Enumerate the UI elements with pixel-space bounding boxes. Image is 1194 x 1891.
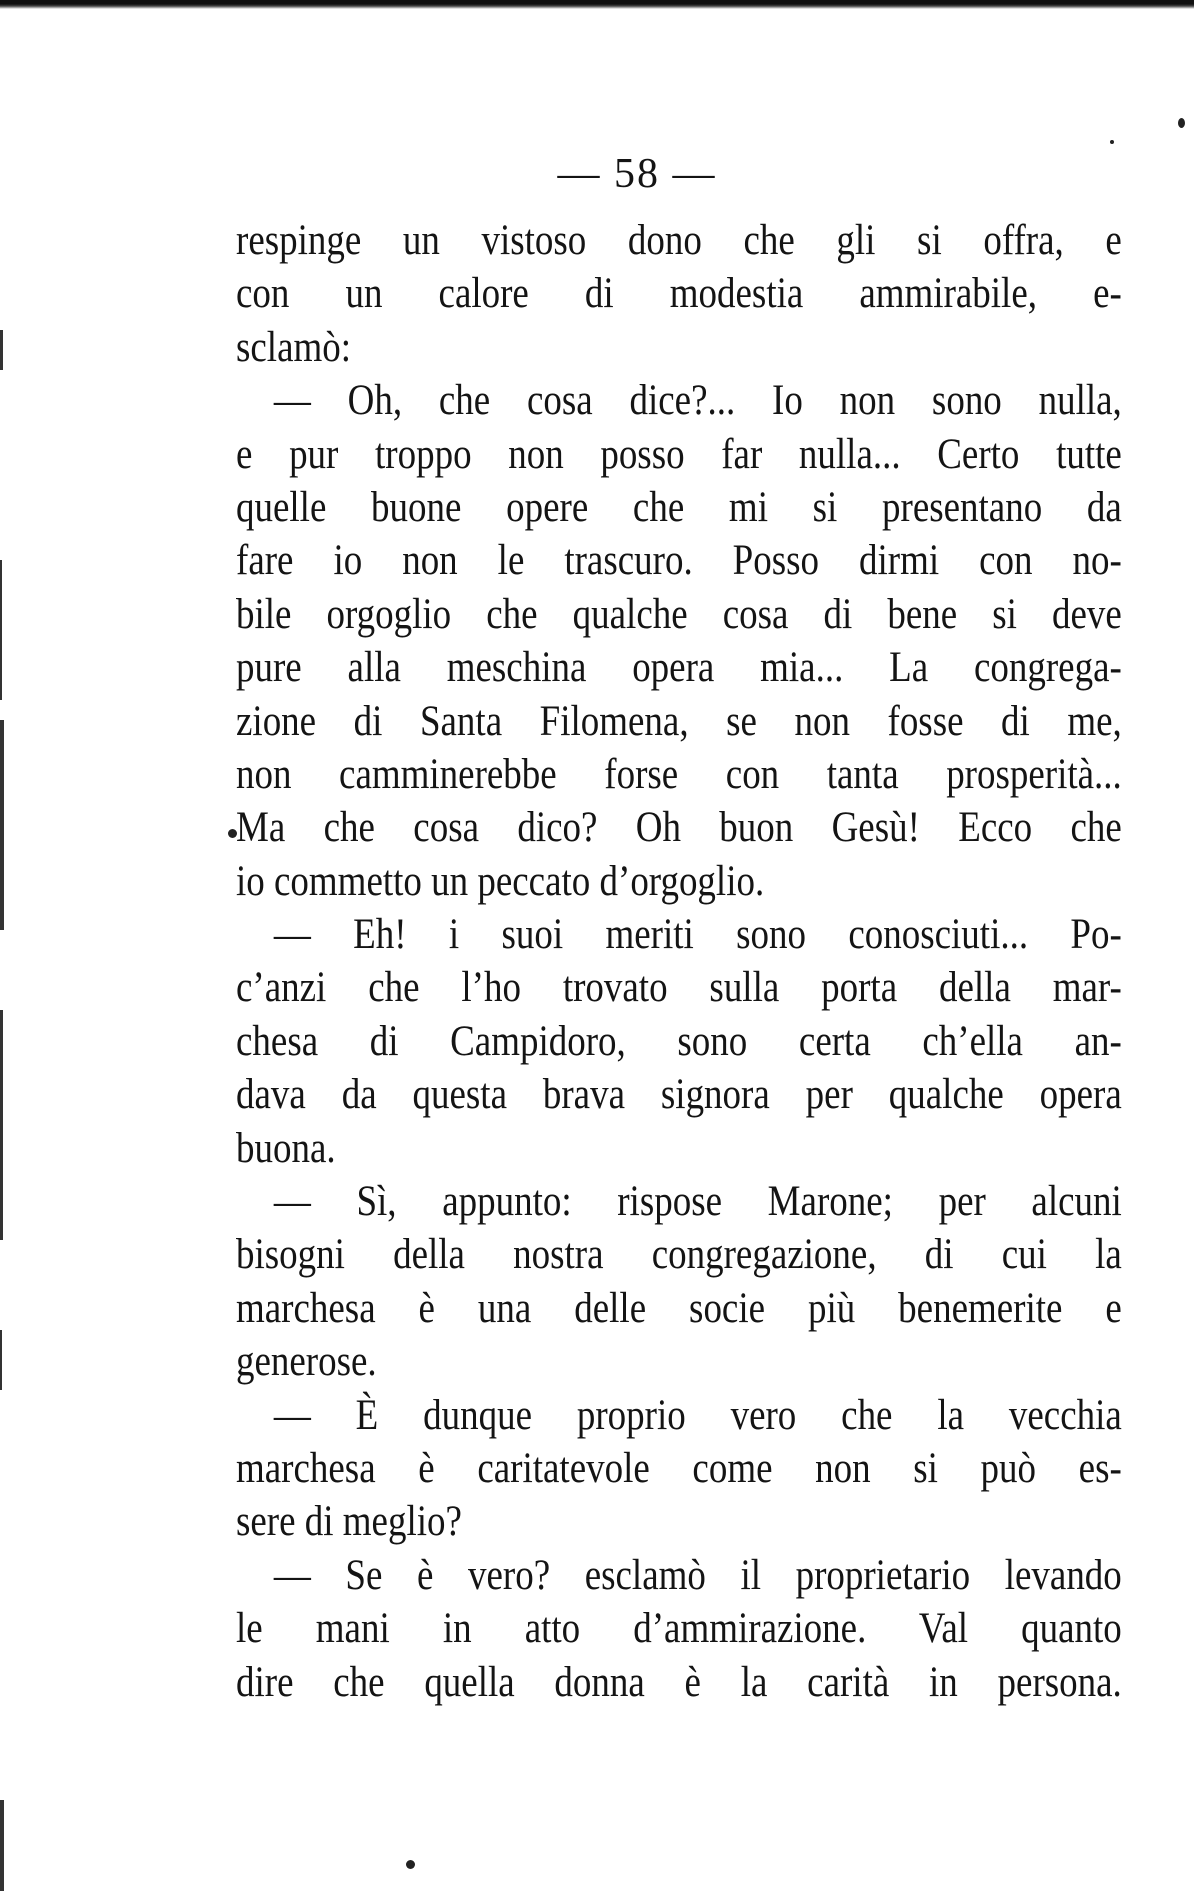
text-line: pure alla meschina opera mia... La congrega- bbox=[236, 644, 1122, 692]
text-line: marchesa è caritatevole come non si può es- bbox=[236, 1444, 1122, 1492]
text-line: quelle buone opere che mi si presentano da bbox=[236, 483, 1122, 531]
left-edge-speck bbox=[0, 330, 3, 370]
text-line: dire che quella donna è la carità in persona. bbox=[236, 1658, 1122, 1706]
text-line: io commetto un peccato d’orgoglio. bbox=[236, 857, 765, 905]
text-line: — Eh! i suoi meriti sono conosciuti... Po- bbox=[273, 911, 1122, 959]
text-lines bbox=[236, 214, 1122, 1709]
text-line: marchesa è una delle socie più benemerite e bbox=[236, 1284, 1122, 1332]
left-edge-speck bbox=[0, 1010, 3, 1240]
text-line: le mani in atto d’ammirazione. Val quanto bbox=[236, 1605, 1122, 1653]
text-line: sere di meglio? bbox=[236, 1498, 462, 1546]
print-speck bbox=[1110, 140, 1114, 144]
text-line: dava da questa brava signora per qualche opera bbox=[236, 1071, 1122, 1119]
text-line: bile orgoglio che qualche cosa di bene si deve bbox=[236, 590, 1122, 638]
text-line: non camminerebbe forse con tanta prosperità... bbox=[236, 750, 1122, 798]
text-line: — Oh, che cosa dice?... Io non sono nulla, bbox=[273, 377, 1122, 425]
top-edge-rule bbox=[0, 0, 1194, 9]
left-edge-speck bbox=[0, 720, 4, 930]
text-line: fare io non le trascuro. Posso dirmi con no- bbox=[236, 537, 1122, 585]
print-speck bbox=[1178, 118, 1185, 128]
body-text bbox=[236, 214, 1122, 1709]
text-line: Ma che cosa dico? Oh buon Gesù! Ecco che bbox=[236, 804, 1122, 852]
text-line: e pur troppo non posso far nulla... Certo tutte bbox=[236, 430, 1122, 478]
left-edge-speck bbox=[0, 1330, 2, 1390]
text-line: sclamò: bbox=[236, 323, 352, 371]
text-line: generose. bbox=[236, 1338, 377, 1386]
text-line: bisogni della nostra congregazione, di cui la bbox=[236, 1231, 1122, 1279]
text-line: — Se è vero? esclamò il proprietario levando bbox=[273, 1551, 1122, 1599]
text-line: chesa di Campidoro, sono certa ch’ella an- bbox=[236, 1017, 1122, 1065]
page-number: — 58 — bbox=[557, 151, 717, 197]
left-edge-speck bbox=[0, 1800, 4, 1891]
text-line: buona. bbox=[236, 1124, 336, 1172]
text-line: c’anzi che l’ho trovato sulla porta della mar- bbox=[236, 964, 1122, 1012]
left-edge-speck bbox=[0, 560, 2, 700]
text-line: con un calore di modestia ammirabile, e- bbox=[236, 270, 1122, 318]
print-speck bbox=[406, 1860, 415, 1869]
text-line: respinge un vistoso dono che gli si offra, e bbox=[236, 217, 1122, 264]
text-line: zione di Santa Filomena, se non fosse di me, bbox=[236, 697, 1122, 745]
text-line: — Sì, appunto: rispose Marone; per alcuni bbox=[273, 1178, 1122, 1226]
text-line: — È dunque proprio vero che la vecchia bbox=[273, 1391, 1122, 1439]
